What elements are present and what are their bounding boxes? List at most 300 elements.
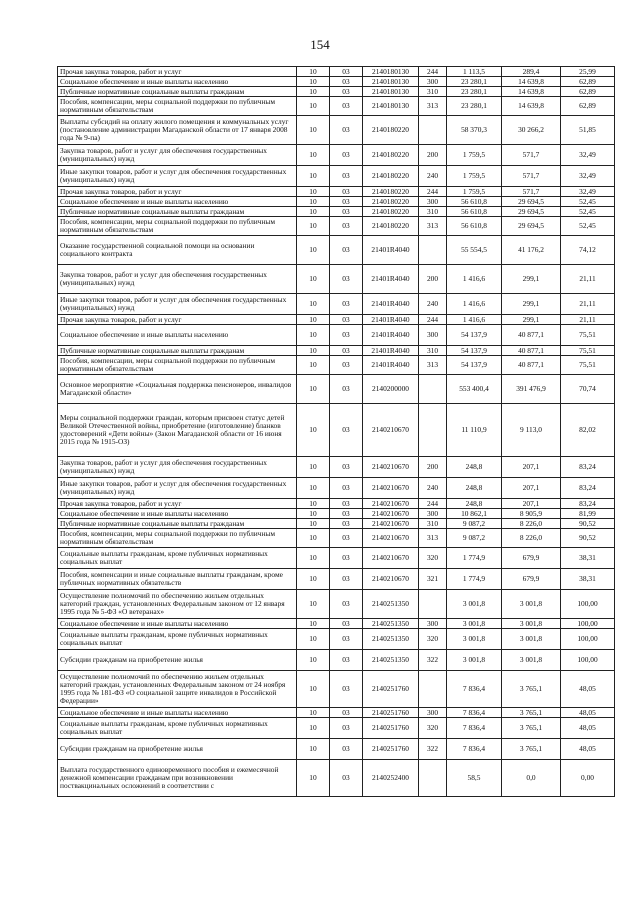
row-name-cell: Основное мероприятие «Социальная поддержка пенсионеров, инвалидов Магаданской области» — [58, 375, 297, 404]
percent-cell: 100,00 — [561, 590, 615, 619]
plan-amount-cell: 54 137,9 — [447, 325, 502, 346]
actual-amount-cell: 3 765,1 — [502, 718, 561, 739]
table-row — [58, 519, 615, 529]
table-row — [58, 265, 615, 294]
subsection-cell: 03 — [330, 404, 363, 457]
actual-amount-cell: 571,7 — [502, 145, 561, 166]
target-article-cell: 2140251350 — [363, 650, 419, 671]
actual-amount-cell: 571,7 — [502, 187, 561, 197]
percent-cell: 83,24 — [561, 457, 615, 478]
target-article-cell: 2140210670 — [363, 529, 419, 548]
table-row — [58, 67, 615, 77]
row-name-cell: Закупка товаров, работ и услуг для обеспечения государственных (муниципальных) нужд — [58, 265, 297, 294]
target-article-cell: 2140210670 — [363, 509, 419, 519]
row-name-cell: Социальное обеспечение и иные выплаты населению — [58, 509, 297, 519]
row-name-cell: Пособия, компенсации, меры социальной поддержки по публичным нормативным обязательствам — [58, 356, 297, 375]
plan-amount-cell: 9 087,2 — [447, 519, 502, 529]
subsection-cell: 03 — [330, 166, 363, 187]
section-cell: 10 — [297, 619, 330, 629]
row-name-cell: Публичные нормативные социальные выплаты гражданам — [58, 207, 297, 217]
percent-cell: 100,00 — [561, 619, 615, 629]
section-cell: 10 — [297, 629, 330, 650]
percent-cell: 52,45 — [561, 217, 615, 236]
row-name-cell: Выплаты субсидий на оплату жилого помещения и коммунальных услуг (постановление администрации Магаданской области от 17 января 2008 года № 9-па) — [58, 116, 297, 145]
row-name-cell: Закупка товаров, работ и услуг для обеспечения государственных (муниципальных) нужд — [58, 145, 297, 166]
percent-cell: 74,12 — [561, 236, 615, 265]
plan-amount-cell: 1 416,6 — [447, 315, 502, 325]
expense-type-cell: 320 — [419, 629, 447, 650]
subsection-cell: 03 — [330, 325, 363, 346]
plan-amount-cell: 56 610,8 — [447, 197, 502, 207]
actual-amount-cell: 3 001,8 — [502, 619, 561, 629]
page-number: 154 — [310, 37, 330, 52]
expense-type-cell: 313 — [419, 356, 447, 375]
subsection-cell: 03 — [330, 718, 363, 739]
percent-cell: 38,31 — [561, 548, 615, 569]
expense-type-cell: 240 — [419, 294, 447, 315]
subsection-cell: 03 — [330, 145, 363, 166]
actual-amount-cell: 207,1 — [502, 499, 561, 509]
subsection-cell: 03 — [330, 87, 363, 97]
plan-amount-cell: 55 554,5 — [447, 236, 502, 265]
actual-amount-cell: 299,1 — [502, 265, 561, 294]
subsection-cell: 03 — [330, 265, 363, 294]
expense-type-cell: 310 — [419, 519, 447, 529]
target-article-cell: 2140251350 — [363, 590, 419, 619]
plan-amount-cell: 54 137,9 — [447, 356, 502, 375]
section-cell: 10 — [297, 294, 330, 315]
subsection-cell: 03 — [330, 650, 363, 671]
target-article-cell: 21401R4040 — [363, 356, 419, 375]
target-article-cell: 2140251760 — [363, 671, 419, 708]
table-row — [58, 548, 615, 569]
table-row — [58, 375, 615, 404]
percent-cell: 48,05 — [561, 708, 615, 718]
actual-amount-cell: 289,4 — [502, 67, 561, 77]
table-row — [58, 718, 615, 739]
plan-amount-cell: 58,5 — [447, 760, 502, 797]
percent-cell: 75,51 — [561, 346, 615, 356]
section-cell: 10 — [297, 760, 330, 797]
row-name-cell: Прочая закупка товаров, работ и услуг — [58, 499, 297, 509]
actual-amount-cell: 207,1 — [502, 478, 561, 499]
table-row — [58, 619, 615, 629]
plan-amount-cell: 1 759,5 — [447, 187, 502, 197]
row-name-cell: Осуществление полномочий по обеспечению жильем отдельных категорий граждан, установленных Федеральным законом от 24 ноября 1995 года № 181-ФЗ «О социальной защите инвалидов в Российской Федерации» — [58, 671, 297, 708]
percent-cell: 25,99 — [561, 67, 615, 77]
section-cell: 10 — [297, 375, 330, 404]
row-name-cell: Субсидии гражданам на приобретение жилья — [58, 650, 297, 671]
section-cell: 10 — [297, 67, 330, 77]
target-article-cell: 21401R4040 — [363, 325, 419, 346]
row-name-cell: Иные закупки товаров, работ и услуг для обеспечения государственных (муниципальных) нужд — [58, 166, 297, 187]
percent-cell: 62,89 — [561, 77, 615, 87]
expense-type-cell: 244 — [419, 499, 447, 509]
target-article-cell: 2140180130 — [363, 67, 419, 77]
table-row — [58, 499, 615, 509]
target-article-cell: 2140210670 — [363, 548, 419, 569]
table-row — [58, 294, 615, 315]
subsection-cell: 03 — [330, 207, 363, 217]
row-name-cell: Социальное обеспечение и иные выплаты населению — [58, 619, 297, 629]
row-name-cell: Осуществление полномочий по обеспечению жильем отдельных категорий граждан, установленных Федеральным законом от 12 января 1995 года № 5-ФЗ «О ветеранах» — [58, 590, 297, 619]
plan-amount-cell: 10 862,1 — [447, 509, 502, 519]
plan-amount-cell: 54 137,9 — [447, 346, 502, 356]
percent-cell: 21,11 — [561, 315, 615, 325]
subsection-cell: 03 — [330, 77, 363, 87]
actual-amount-cell: 30 266,2 — [502, 116, 561, 145]
percent-cell: 90,52 — [561, 519, 615, 529]
actual-amount-cell: 14 639,8 — [502, 77, 561, 87]
expense-type-cell — [419, 236, 447, 265]
plan-amount-cell: 248,8 — [447, 457, 502, 478]
percent-cell: 83,24 — [561, 478, 615, 499]
table-row — [58, 708, 615, 718]
table-row — [58, 97, 615, 116]
target-article-cell: 2140210670 — [363, 519, 419, 529]
section-cell: 10 — [297, 315, 330, 325]
row-name-cell: Оказание государственной социальной помощи на основании социального контракта — [58, 236, 297, 265]
section-cell: 10 — [297, 404, 330, 457]
section-cell: 10 — [297, 739, 330, 760]
percent-cell: 100,00 — [561, 650, 615, 671]
expense-type-cell: 300 — [419, 197, 447, 207]
expense-type-cell — [419, 375, 447, 404]
section-cell: 10 — [297, 529, 330, 548]
table-row — [58, 739, 615, 760]
section-cell: 10 — [297, 236, 330, 265]
actual-amount-cell: 3 001,8 — [502, 650, 561, 671]
expense-type-cell: 322 — [419, 650, 447, 671]
table-row — [58, 116, 615, 145]
table-row — [58, 529, 615, 548]
target-article-cell: 2140251760 — [363, 708, 419, 718]
actual-amount-cell: 14 639,8 — [502, 97, 561, 116]
section-cell: 10 — [297, 97, 330, 116]
expense-type-cell: 310 — [419, 207, 447, 217]
expense-type-cell: 244 — [419, 187, 447, 197]
percent-cell: 32,49 — [561, 187, 615, 197]
table-row — [58, 346, 615, 356]
percent-cell: 82,02 — [561, 404, 615, 457]
percent-cell: 21,11 — [561, 294, 615, 315]
subsection-cell: 03 — [330, 346, 363, 356]
section-cell: 10 — [297, 590, 330, 619]
plan-amount-cell: 7 836,4 — [447, 708, 502, 718]
expense-type-cell: 300 — [419, 325, 447, 346]
plan-amount-cell: 56 610,8 — [447, 207, 502, 217]
table-row — [58, 187, 615, 197]
subsection-cell: 03 — [330, 499, 363, 509]
subsection-cell: 03 — [330, 187, 363, 197]
row-name-cell: Социальное обеспечение и иные выплаты населению — [58, 708, 297, 718]
target-article-cell: 2140251760 — [363, 739, 419, 760]
percent-cell: 75,51 — [561, 356, 615, 375]
percent-cell: 62,89 — [561, 97, 615, 116]
actual-amount-cell: 571,7 — [502, 166, 561, 187]
table-row — [58, 145, 615, 166]
expense-type-cell: 244 — [419, 67, 447, 77]
actual-amount-cell: 29 694,5 — [502, 207, 561, 217]
section-cell: 10 — [297, 77, 330, 87]
plan-amount-cell: 56 610,8 — [447, 217, 502, 236]
table-row — [58, 166, 615, 187]
actual-amount-cell: 40 877,1 — [502, 325, 561, 346]
actual-amount-cell: 29 694,5 — [502, 197, 561, 207]
actual-amount-cell: 14 639,8 — [502, 87, 561, 97]
subsection-cell: 03 — [330, 67, 363, 77]
subsection-cell: 03 — [330, 315, 363, 325]
table-row — [58, 457, 615, 478]
subsection-cell: 03 — [330, 548, 363, 569]
expense-type-cell: 300 — [419, 509, 447, 519]
row-name-cell: Иные закупки товаров, работ и услуг для обеспечения государственных (муниципальных) нужд — [58, 294, 297, 315]
expense-type-cell — [419, 760, 447, 797]
table-row — [58, 760, 615, 797]
expense-type-cell: 300 — [419, 77, 447, 87]
target-article-cell: 2140180220 — [363, 207, 419, 217]
section-cell: 10 — [297, 478, 330, 499]
target-article-cell: 21401R4040 — [363, 236, 419, 265]
plan-amount-cell: 7 836,4 — [447, 718, 502, 739]
section-cell: 10 — [297, 207, 330, 217]
expense-type-cell — [419, 116, 447, 145]
expense-type-cell: 310 — [419, 346, 447, 356]
plan-amount-cell: 3 001,8 — [447, 629, 502, 650]
target-article-cell: 21401R4040 — [363, 315, 419, 325]
section-cell: 10 — [297, 145, 330, 166]
plan-amount-cell: 58 370,3 — [447, 116, 502, 145]
plan-amount-cell: 3 001,8 — [447, 590, 502, 619]
expense-type-cell: 313 — [419, 97, 447, 116]
expense-type-cell: 321 — [419, 569, 447, 590]
plan-amount-cell: 3 001,8 — [447, 619, 502, 629]
section-cell: 10 — [297, 671, 330, 708]
subsection-cell: 03 — [330, 236, 363, 265]
expense-type-cell: 320 — [419, 718, 447, 739]
table-row — [58, 404, 615, 457]
subsection-cell: 03 — [330, 671, 363, 708]
expense-type-cell: 200 — [419, 265, 447, 294]
row-name-cell: Выплата государственного единовременного пособия и ежемесячной денежной компенсации гражданам при возникновении поствакцинальных осложнений в соответствии с — [58, 760, 297, 797]
percent-cell: 38,31 — [561, 569, 615, 590]
percent-cell: 32,49 — [561, 166, 615, 187]
percent-cell: 52,45 — [561, 197, 615, 207]
section-cell: 10 — [297, 166, 330, 187]
actual-amount-cell: 391 476,9 — [502, 375, 561, 404]
percent-cell: 32,49 — [561, 145, 615, 166]
section-cell: 10 — [297, 187, 330, 197]
subsection-cell: 03 — [330, 116, 363, 145]
target-article-cell: 2140210670 — [363, 404, 419, 457]
subsection-cell: 03 — [330, 97, 363, 116]
percent-cell: 90,52 — [561, 529, 615, 548]
actual-amount-cell: 29 694,5 — [502, 217, 561, 236]
row-name-cell: Публичные нормативные социальные выплаты гражданам — [58, 346, 297, 356]
budget-table — [57, 66, 615, 797]
expense-type-cell: 240 — [419, 478, 447, 499]
subsection-cell: 03 — [330, 197, 363, 207]
target-article-cell: 2140210670 — [363, 499, 419, 509]
percent-cell: 21,11 — [561, 265, 615, 294]
actual-amount-cell: 8 226,0 — [502, 519, 561, 529]
plan-amount-cell: 11 110,9 — [447, 404, 502, 457]
expense-type-cell: 200 — [419, 145, 447, 166]
row-name-cell: Закупка товаров, работ и услуг для обеспечения государственных (муниципальных) нужд — [58, 457, 297, 478]
section-cell: 10 — [297, 509, 330, 519]
plan-amount-cell: 248,8 — [447, 499, 502, 509]
percent-cell: 83,24 — [561, 499, 615, 509]
expense-type-cell: 322 — [419, 739, 447, 760]
table-row — [58, 207, 615, 217]
expense-type-cell: 313 — [419, 529, 447, 548]
target-article-cell: 21401R4040 — [363, 294, 419, 315]
actual-amount-cell: 299,1 — [502, 315, 561, 325]
plan-amount-cell: 1 774,9 — [447, 569, 502, 590]
row-name-cell: Пособия, компенсации, меры социальной поддержки по публичным нормативным обязательствам — [58, 97, 297, 116]
plan-amount-cell: 23 280,1 — [447, 87, 502, 97]
target-article-cell: 2140251350 — [363, 629, 419, 650]
expense-type-cell: 200 — [419, 457, 447, 478]
table-row — [58, 650, 615, 671]
actual-amount-cell: 9 113,0 — [502, 404, 561, 457]
target-article-cell: 2140210670 — [363, 569, 419, 590]
expense-type-cell — [419, 590, 447, 619]
section-cell: 10 — [297, 356, 330, 375]
expense-type-cell: 300 — [419, 708, 447, 718]
row-name-cell: Пособия, компенсации, меры социальной поддержки по публичным нормативным обязательствам — [58, 217, 297, 236]
target-article-cell: 2140180220 — [363, 145, 419, 166]
expense-type-cell — [419, 671, 447, 708]
target-article-cell: 2140180220 — [363, 217, 419, 236]
actual-amount-cell: 299,1 — [502, 294, 561, 315]
subsection-cell: 03 — [330, 760, 363, 797]
plan-amount-cell: 1 113,5 — [447, 67, 502, 77]
table-row — [58, 236, 615, 265]
target-article-cell: 2140180220 — [363, 116, 419, 145]
target-article-cell: 2140251350 — [363, 619, 419, 629]
subsection-cell: 03 — [330, 509, 363, 519]
percent-cell: 81,99 — [561, 509, 615, 519]
table-row — [58, 509, 615, 519]
table-row — [58, 77, 615, 87]
plan-amount-cell: 3 001,8 — [447, 650, 502, 671]
section-cell: 10 — [297, 457, 330, 478]
section-cell: 10 — [297, 217, 330, 236]
table-row — [58, 569, 615, 590]
section-cell: 10 — [297, 265, 330, 294]
percent-cell: 0,00 — [561, 760, 615, 797]
actual-amount-cell: 3 001,8 — [502, 590, 561, 619]
subsection-cell: 03 — [330, 457, 363, 478]
subsection-cell: 03 — [330, 619, 363, 629]
subsection-cell: 03 — [330, 569, 363, 590]
section-cell: 10 — [297, 87, 330, 97]
expense-type-cell: 310 — [419, 87, 447, 97]
subsection-cell: 03 — [330, 529, 363, 548]
actual-amount-cell: 3 765,1 — [502, 708, 561, 718]
actual-amount-cell: 8 905,9 — [502, 509, 561, 519]
section-cell: 10 — [297, 325, 330, 346]
actual-amount-cell: 3 001,8 — [502, 629, 561, 650]
row-name-cell: Иные закупки товаров, работ и услуг для обеспечения государственных (муниципальных) нужд — [58, 478, 297, 499]
expense-type-cell: 320 — [419, 548, 447, 569]
percent-cell: 75,51 — [561, 325, 615, 346]
percent-cell: 48,05 — [561, 718, 615, 739]
target-article-cell: 2140180220 — [363, 197, 419, 207]
actual-amount-cell: 40 877,1 — [502, 356, 561, 375]
plan-amount-cell: 7 836,4 — [447, 671, 502, 708]
section-cell: 10 — [297, 346, 330, 356]
plan-amount-cell: 1 774,9 — [447, 548, 502, 569]
expense-type-cell: 313 — [419, 217, 447, 236]
section-cell: 10 — [297, 499, 330, 509]
subsection-cell: 03 — [330, 478, 363, 499]
target-article-cell: 2140180130 — [363, 87, 419, 97]
percent-cell: 51,85 — [561, 116, 615, 145]
row-name-cell: Социальное обеспечение и иные выплаты населению — [58, 77, 297, 87]
percent-cell: 52,45 — [561, 207, 615, 217]
percent-cell: 70,74 — [561, 375, 615, 404]
section-cell: 10 — [297, 116, 330, 145]
row-name-cell: Прочая закупка товаров, работ и услуг — [58, 67, 297, 77]
actual-amount-cell: 679,9 — [502, 569, 561, 590]
percent-cell: 62,89 — [561, 87, 615, 97]
plan-amount-cell: 1 759,5 — [447, 166, 502, 187]
target-article-cell: 21401R4040 — [363, 346, 419, 356]
table-row — [58, 671, 615, 708]
row-name-cell: Социальные выплаты гражданам, кроме публичных нормативных социальных выплат — [58, 548, 297, 569]
actual-amount-cell: 8 226,0 — [502, 529, 561, 548]
row-name-cell: Пособия, компенсации, меры социальной поддержки по публичным нормативным обязательствам — [58, 529, 297, 548]
row-name-cell: Публичные нормативные социальные выплаты гражданам — [58, 87, 297, 97]
plan-amount-cell: 1 759,5 — [447, 145, 502, 166]
actual-amount-cell: 41 176,2 — [502, 236, 561, 265]
row-name-cell: Социальное обеспечение и иные выплаты населению — [58, 325, 297, 346]
percent-cell: 100,00 — [561, 629, 615, 650]
plan-amount-cell: 248,8 — [447, 478, 502, 499]
actual-amount-cell: 3 765,1 — [502, 671, 561, 708]
row-name-cell: Социальные выплаты гражданам, кроме публичных нормативных социальных выплат — [58, 629, 297, 650]
section-cell: 10 — [297, 718, 330, 739]
subsection-cell: 03 — [330, 217, 363, 236]
row-name-cell: Прочая закупка товаров, работ и услуг — [58, 315, 297, 325]
percent-cell: 48,05 — [561, 671, 615, 708]
table-row — [58, 629, 615, 650]
target-article-cell: 21401R4040 — [363, 265, 419, 294]
actual-amount-cell: 207,1 — [502, 457, 561, 478]
table-row — [58, 315, 615, 325]
section-cell: 10 — [297, 569, 330, 590]
actual-amount-cell: 679,9 — [502, 548, 561, 569]
row-name-cell: Социальные выплаты гражданам, кроме публичных нормативных социальных выплат — [58, 718, 297, 739]
row-name-cell: Субсидии гражданам на приобретение жилья — [58, 739, 297, 760]
target-article-cell: 2140210670 — [363, 457, 419, 478]
plan-amount-cell: 553 400,4 — [447, 375, 502, 404]
section-cell: 10 — [297, 650, 330, 671]
target-article-cell: 2140200000 — [363, 375, 419, 404]
section-cell: 10 — [297, 708, 330, 718]
target-article-cell: 2140180130 — [363, 77, 419, 87]
row-name-cell: Социальное обеспечение и иные выплаты населению — [58, 197, 297, 207]
section-cell: 10 — [297, 197, 330, 207]
section-cell: 10 — [297, 519, 330, 529]
subsection-cell: 03 — [330, 294, 363, 315]
table-row — [58, 87, 615, 97]
expense-type-cell: 300 — [419, 619, 447, 629]
row-name-cell: Публичные нормативные социальные выплаты гражданам — [58, 519, 297, 529]
target-article-cell: 2140251760 — [363, 718, 419, 739]
